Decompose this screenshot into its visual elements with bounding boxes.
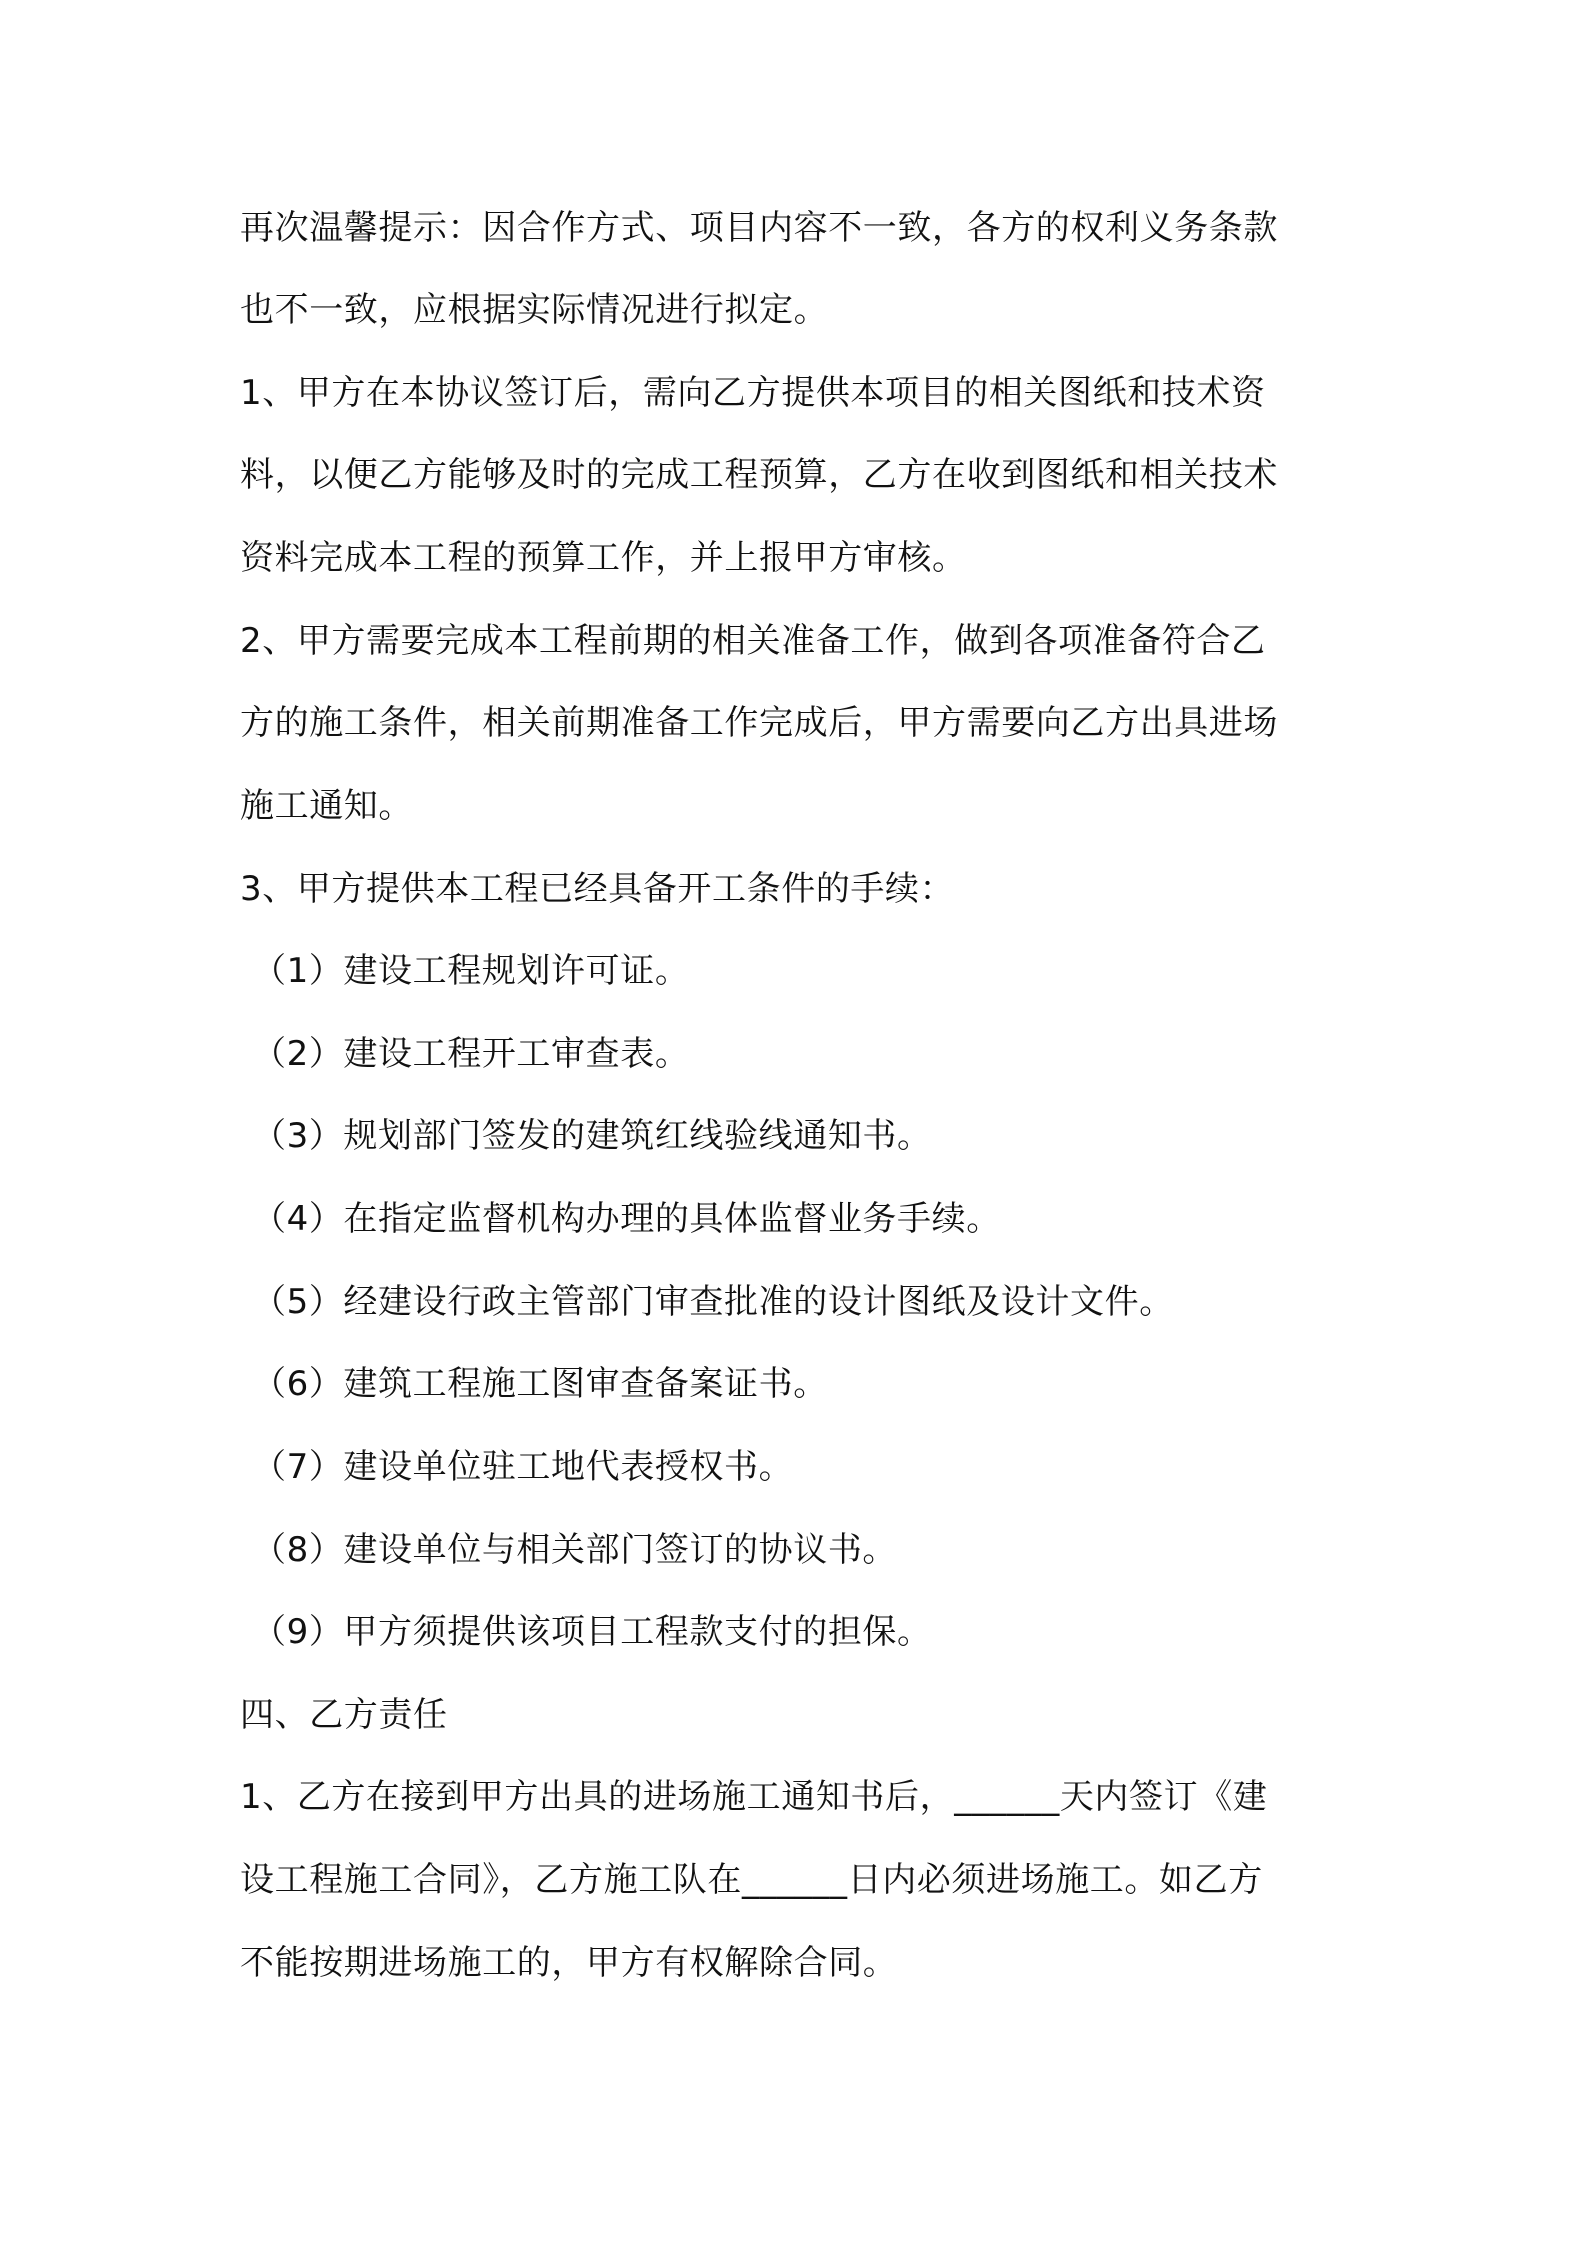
- text-line-clause-1c: 资料完成本工程的预算工作，并上报甲方审核。: [240, 538, 967, 578]
- text-line-clause-2b: 方的施工条件，相关前期准备工作完成后，甲方需要向乙方出具进场: [240, 703, 1278, 743]
- section-heading-party-b: 四、乙方责任: [240, 1695, 448, 1735]
- list-item-5: （5）经建设行政主管部门审查批准的设计图纸及设计文件。: [252, 1282, 1174, 1322]
- list-item-8: （8）建设单位与相关部门签订的协议书。: [252, 1530, 898, 1570]
- text-line-clause-2c: 施工通知。: [240, 786, 413, 826]
- list-item-4: （4）在指定监督机构办理的具体监督业务手续。: [252, 1199, 1001, 1239]
- list-item-9: （9）甲方须提供该项目工程款支付的担保。: [252, 1612, 932, 1652]
- list-item-6: （6）建筑工程施工图审查备案证书。: [252, 1364, 828, 1404]
- text-line-intro-2: 也不一致，应根据实际情况进行拟定。: [240, 290, 829, 330]
- text-line-clause-1a: 1、甲方在本协议签订后，需向乙方提供本项目的相关图纸和技术资: [240, 373, 1266, 413]
- list-item-7: （7）建设单位驻工地代表授权书。: [252, 1447, 794, 1487]
- text-line-intro-1: 再次温馨提示：因合作方式、项目内容不一致，各方的权利义务条款: [240, 208, 1278, 248]
- list-item-2: （2）建设工程开工审查表。: [252, 1034, 690, 1074]
- list-item-1: （1）建设工程规划许可证。: [252, 951, 690, 991]
- list-item-3: （3）规划部门签发的建筑红线验线通知书。: [252, 1116, 932, 1156]
- text-line-b-clause-1a: 1、乙方在接到甲方出具的进场施工通知书后，______天内签订《建: [240, 1777, 1268, 1817]
- text-line-b-clause-1b: 设工程施工合同》，乙方施工队在______日内必须进场施工。如乙方: [240, 1860, 1263, 1900]
- text-line-clause-3: 3、甲方提供本工程已经具备开工条件的手续：: [240, 869, 955, 909]
- text-line-b-clause-1c: 不能按期进场施工的，甲方有权解除合同。: [240, 1943, 898, 1983]
- text-line-clause-2a: 2、甲方需要完成本工程前期的相关准备工作，做到各项准备符合乙: [240, 621, 1266, 661]
- text-line-clause-1b: 料，以便乙方能够及时的完成工程预算，乙方在收到图纸和相关技术: [240, 455, 1278, 495]
